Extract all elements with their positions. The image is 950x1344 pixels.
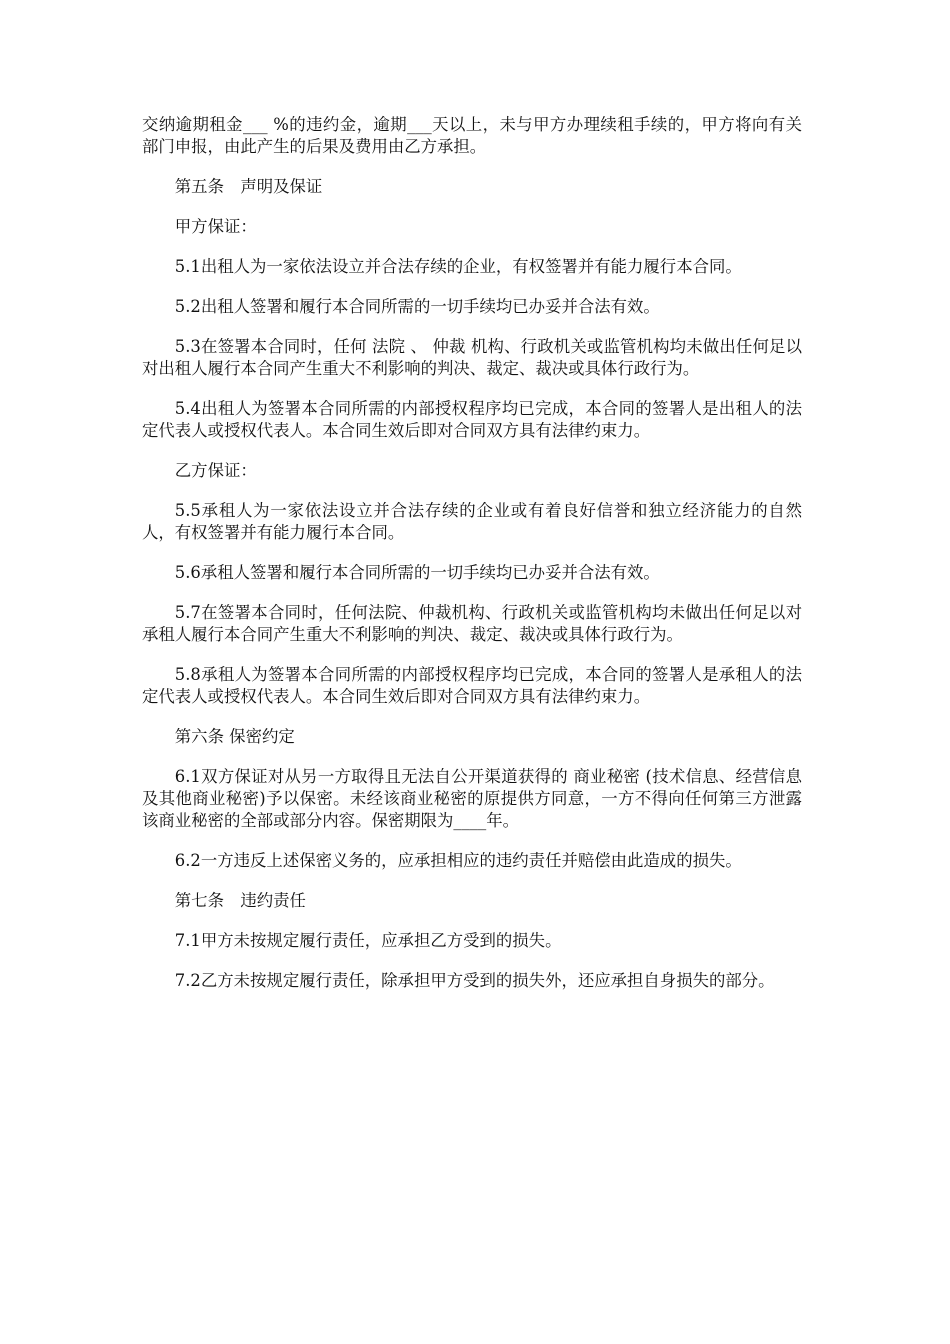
clause-5-6: 5.6承租人签署和履行本合同所需的一切手续均已办妥并合法有效。	[174, 563, 660, 582]
clause-7-1: 7.1甲方未按规定履行责任，应承担乙方受到的损失。	[174, 931, 562, 950]
heading-article-6: 第六条 保密约定	[174, 727, 295, 746]
heading-article-5: 第五条 声明及保证	[174, 177, 323, 196]
subheading-party-b-guarantee: 乙方保证：	[174, 461, 257, 480]
clause-5-7: 5.7在签署本合同时，任何法院、仲裁机构、行政机关或监管机构均未做出任何足以对承租人履行本合同产生重大不利影响的判决、裁定、裁决或具体行政行为。	[142, 603, 802, 644]
clause-5-1: 5.1出租人为一家依法设立并合法存续的企业，有权签署并有能力履行本合同。	[174, 257, 742, 276]
clause-5-4: 5.4出租人为签署本合同所需的内部授权程序均已完成，本合同的签署人是出租人的法定代表人或授权代表人。本合同生效后即对合同双方具有法律约束力。	[142, 399, 802, 440]
subheading-party-a-guarantee: 甲方保证：	[174, 217, 257, 236]
clause-5-5: 5.5承租人为一家依法设立并合法存续的企业或有着良好信誉和独立经济能力的自然人，有权签署并有能力履行本合同。	[142, 501, 802, 542]
clause-5-2: 5.2出租人签署和履行本合同所需的一切手续均已办妥并合法有效。	[174, 297, 660, 316]
clause-7-2: 7.2乙方未按规定履行责任，除承担甲方受到的损失外，还应承担自身损失的部分。	[174, 971, 775, 990]
document-page	[142, 114, 802, 1010]
paragraph-late-rent-continued: 交纳逾期租金___ %的违约金，逾期___天以上，未与甲方办理续租手续的，甲方将向有关部门申报，由此产生的后果及费用由乙方承担。	[142, 115, 802, 156]
clause-6-1: 6.1双方保证对从另一方取得且无法自公开渠道获得的 商业秘密 (技术信息、经营信息及其他商业秘密)予以保密。未经该商业秘密的原提供方同意，一方不得向任何第三方泄露该商业秘密的全部或部分内容。保密期限为____年。	[142, 767, 802, 830]
heading-article-7: 第七条 违约责任	[174, 891, 306, 910]
clause-5-3: 5.3在签署本合同时，任何 法院 、 仲裁 机构、行政机关或监管机构均未做出任何足以对出租人履行本合同产生重大不利影响的判决、裁定、裁决或具体行政行为。	[142, 337, 802, 378]
clause-6-2: 6.2一方违反上述保密义务的，应承担相应的违约责任并赔偿由此造成的损失。	[174, 851, 742, 870]
clause-5-8: 5.8承租人为签署本合同所需的内部授权程序均已完成，本合同的签署人是承租人的法定代表人或授权代表人。本合同生效后即对合同双方具有法律约束力。	[142, 665, 802, 706]
